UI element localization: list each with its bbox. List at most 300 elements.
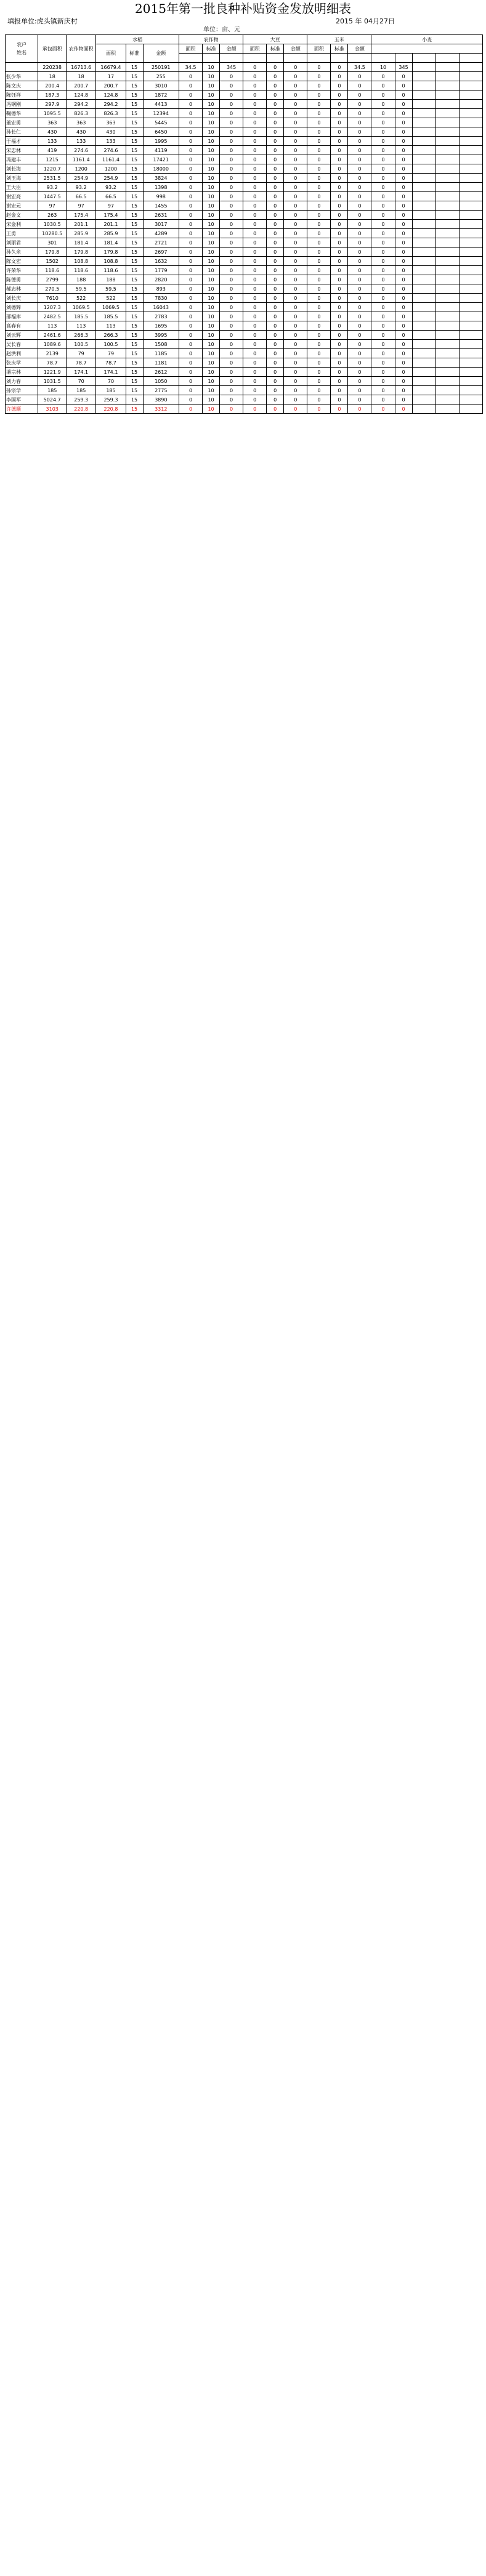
table-cell: 0 <box>395 201 412 211</box>
table-cell: 185.5 <box>67 312 96 321</box>
table-cell: 0 <box>284 248 307 257</box>
table-cell: 0 <box>243 395 267 405</box>
table-cell: 0 <box>371 294 395 303</box>
table-row <box>6 248 483 257</box>
table-cell: 0 <box>307 321 331 331</box>
table-cell: 0 <box>395 146 412 155</box>
table-cell: 10 <box>203 321 220 331</box>
table-cell <box>435 183 459 192</box>
table-cell: 0 <box>267 377 284 386</box>
table-cell: 0 <box>220 137 243 146</box>
table-cell: 0 <box>395 386 412 395</box>
table-cell: 0 <box>267 91 284 100</box>
table-cell: 0 <box>395 312 412 321</box>
table-cell: 0 <box>371 220 395 229</box>
table-cell: 0 <box>267 183 284 192</box>
table-cell: 15 <box>126 275 143 284</box>
table-cell: 0 <box>371 91 395 100</box>
table-cell: 0 <box>307 377 331 386</box>
table-cell: 18 <box>67 72 96 81</box>
table-cell: 1502 <box>38 257 67 266</box>
table-cell: 0 <box>395 118 412 127</box>
table-cell <box>459 395 482 405</box>
table-cell: 15 <box>126 211 143 220</box>
table-cell: 0 <box>284 312 307 321</box>
table-cell: 34.5 <box>179 63 202 72</box>
table-cell: 0 <box>331 201 348 211</box>
table-cell: 15 <box>126 395 143 405</box>
table-cell: 0 <box>307 183 331 192</box>
table-row <box>6 294 483 303</box>
table-cell <box>435 358 459 368</box>
table-cell: 1050 <box>143 377 179 386</box>
table-cell: 0 <box>243 174 267 183</box>
household-name-cell: 李国军 <box>6 395 38 405</box>
table-cell: 0 <box>267 174 284 183</box>
table-cell: 0 <box>243 81 267 91</box>
table-cell: 0 <box>395 100 412 109</box>
table-cell <box>459 321 482 331</box>
table-cell: 0 <box>348 118 371 127</box>
table-cell <box>435 248 459 257</box>
table-cell <box>435 164 459 174</box>
table-cell: 0 <box>220 201 243 211</box>
table-cell: 430 <box>96 127 126 137</box>
table-cell: 0 <box>179 395 202 405</box>
table-cell: 0 <box>331 81 348 91</box>
table-cell: 0 <box>267 192 284 201</box>
total-row <box>6 63 483 72</box>
table-cell: 1069.5 <box>96 303 126 312</box>
table-cell <box>412 284 435 294</box>
household-name-cell: 于福才 <box>6 137 38 146</box>
table-cell: 0 <box>371 183 395 192</box>
table-cell: 10 <box>203 395 220 405</box>
table-cell: 0 <box>284 100 307 109</box>
table-cell: 0 <box>348 137 371 146</box>
table-cell: 10 <box>371 63 395 72</box>
table-cell: 0 <box>348 164 371 174</box>
table-cell: 0 <box>220 220 243 229</box>
unit-label: 单位：亩、元 <box>203 26 240 33</box>
table-cell: 0 <box>179 349 202 358</box>
table-cell: 0 <box>220 174 243 183</box>
table-cell: 0 <box>331 368 348 377</box>
table-cell <box>459 349 482 358</box>
table-cell: 0 <box>307 164 331 174</box>
table-cell: 187.3 <box>38 91 67 100</box>
table-cell: 0 <box>395 127 412 137</box>
table-cell: 0 <box>395 284 412 294</box>
table-cell: 0 <box>331 248 348 257</box>
household-name-cell: 孙长仁 <box>6 127 38 137</box>
table-cell: 0 <box>395 192 412 201</box>
table-cell: 0 <box>348 238 371 248</box>
table-cell: 0 <box>307 248 331 257</box>
table-cell: 0 <box>395 174 412 183</box>
table-cell <box>412 220 435 229</box>
household-name-cell: 陈文庆 <box>6 81 38 91</box>
table-cell: 0 <box>284 211 307 220</box>
table-cell: 0 <box>284 137 307 146</box>
table-cell <box>459 386 482 395</box>
table-cell: 15 <box>126 377 143 386</box>
table-cell: 0 <box>371 331 395 340</box>
table-cell: 10 <box>203 81 220 91</box>
table-cell: 0 <box>331 257 348 266</box>
table-row <box>6 405 483 414</box>
crop-area-header: 农作物面积 <box>67 35 96 63</box>
table-cell <box>459 183 482 192</box>
table-cell <box>435 312 459 321</box>
table-row <box>6 368 483 377</box>
table-row <box>6 238 483 248</box>
table-row <box>6 229 483 238</box>
table-cell: 0 <box>284 81 307 91</box>
crop-subtotal-header: 农作物 <box>179 35 243 44</box>
table-cell: 79 <box>96 349 126 358</box>
table-cell: 0 <box>331 386 348 395</box>
table-cell: 0 <box>220 109 243 118</box>
table-cell: 0 <box>307 127 331 137</box>
table-cell: 0 <box>331 220 348 229</box>
table-cell: 10 <box>203 275 220 284</box>
table-cell: 0 <box>371 164 395 174</box>
table-cell: 0 <box>284 386 307 395</box>
table-cell: 200.7 <box>67 81 96 91</box>
table-cell: 0 <box>307 312 331 321</box>
table-cell <box>435 349 459 358</box>
table-row <box>6 146 483 155</box>
table-cell: 0 <box>307 284 331 294</box>
table-cell: 522 <box>67 294 96 303</box>
table-cell: 12394 <box>143 109 179 118</box>
table-cell <box>435 72 459 81</box>
table-cell: 3017 <box>143 220 179 229</box>
table-cell <box>459 238 482 248</box>
table-cell: 185.5 <box>96 312 126 321</box>
table-cell: 0 <box>243 368 267 377</box>
table-cell: 0 <box>267 201 284 211</box>
household-name-cell: 赵洪利 <box>6 349 38 358</box>
household-name-cell: 刘玉海 <box>6 174 38 183</box>
table-cell: 10 <box>203 248 220 257</box>
table-cell: 0 <box>243 201 267 211</box>
table-cell: 0 <box>371 109 395 118</box>
table-row <box>6 127 483 137</box>
table-cell: 430 <box>38 127 67 137</box>
table-cell: 10 <box>203 377 220 386</box>
table-cell: 201.1 <box>67 220 96 229</box>
table-cell: 175.4 <box>96 211 126 220</box>
table-cell: 0 <box>243 284 267 294</box>
table-cell <box>412 146 435 155</box>
table-cell <box>435 211 459 220</box>
table-cell <box>412 127 435 137</box>
table-cell <box>459 201 482 211</box>
table-cell: 15 <box>126 127 143 137</box>
household-name-cell: 陈钰祥 <box>6 91 38 100</box>
table-cell: 0 <box>307 368 331 377</box>
table-cell <box>412 72 435 81</box>
table-cell: 0 <box>307 349 331 358</box>
table-cell: 0 <box>179 81 202 91</box>
table-row <box>6 164 483 174</box>
table-cell: 15 <box>126 349 143 358</box>
table-cell: 0 <box>284 377 307 386</box>
table-cell: 0 <box>331 127 348 137</box>
table-cell: 826.3 <box>96 109 126 118</box>
table-cell: 0 <box>331 100 348 109</box>
table-row <box>6 266 483 275</box>
table-cell: 0 <box>179 192 202 201</box>
table-cell: 16713.6 <box>67 63 96 72</box>
table-cell <box>412 248 435 257</box>
table-cell: 1779 <box>143 266 179 275</box>
table-cell <box>459 358 482 368</box>
table-cell: 0 <box>307 201 331 211</box>
table-cell: 0 <box>371 275 395 284</box>
table-cell: 0 <box>371 340 395 349</box>
table-cell: 0 <box>371 192 395 201</box>
table-cell: 16043 <box>143 303 179 312</box>
table-cell <box>459 284 482 294</box>
table-cell: 0 <box>267 294 284 303</box>
table-cell <box>459 137 482 146</box>
table-cell <box>459 312 482 321</box>
table-cell: 0 <box>243 275 267 284</box>
table-cell: 0 <box>179 109 202 118</box>
table-cell: 0 <box>371 201 395 211</box>
table-cell: 0 <box>220 192 243 201</box>
table-cell: 1200 <box>96 164 126 174</box>
table-cell: 0 <box>220 266 243 275</box>
table-cell: 15 <box>126 72 143 81</box>
table-cell <box>435 257 459 266</box>
table-cell: 0 <box>220 183 243 192</box>
table-cell <box>435 100 459 109</box>
table-cell: 2775 <box>143 386 179 395</box>
table-cell <box>435 192 459 201</box>
household-name-cell: 张少华 <box>6 72 38 81</box>
table-cell: 0 <box>371 395 395 405</box>
wheat-header: 小麦 <box>371 35 483 44</box>
table-cell: 998 <box>143 192 179 201</box>
table-cell: 0 <box>243 127 267 137</box>
table-cell: 345 <box>220 63 243 72</box>
table-cell: 0 <box>348 377 371 386</box>
table-cell: 10 <box>203 312 220 321</box>
table-cell: 15 <box>126 201 143 211</box>
table-cell: 0 <box>284 257 307 266</box>
table-cell: 0 <box>395 164 412 174</box>
table-cell: 0 <box>284 91 307 100</box>
table-cell: 0 <box>267 275 284 284</box>
table-cell: 0 <box>348 257 371 266</box>
table-cell <box>459 340 482 349</box>
table-cell: 0 <box>348 192 371 201</box>
table-cell: 301 <box>38 238 67 248</box>
table-cell: 188 <box>96 275 126 284</box>
table-cell: 0 <box>284 109 307 118</box>
table-cell: 0 <box>395 72 412 81</box>
table-cell: 0 <box>395 368 412 377</box>
table-cell: 0 <box>331 377 348 386</box>
table-cell: 1508 <box>143 340 179 349</box>
table-cell <box>435 284 459 294</box>
table-cell: 0 <box>307 174 331 183</box>
table-cell: 250191 <box>143 63 179 72</box>
table-cell <box>412 331 435 340</box>
table-row <box>6 257 483 266</box>
table-cell: 0 <box>331 331 348 340</box>
table-cell: 0 <box>220 331 243 340</box>
table-cell <box>459 405 482 414</box>
table-cell: 113 <box>67 321 96 331</box>
table-cell: 0 <box>371 137 395 146</box>
table-cell: 15 <box>126 174 143 183</box>
table-cell <box>412 294 435 303</box>
table-cell: 363 <box>67 118 96 127</box>
table-cell: 15 <box>126 183 143 192</box>
table-cell <box>459 368 482 377</box>
table-cell: 10 <box>203 91 220 100</box>
table-cell: 133 <box>38 137 67 146</box>
table-cell: 0 <box>307 220 331 229</box>
table-cell: 0 <box>267 340 284 349</box>
table-row <box>6 91 483 100</box>
table-cell: 0 <box>243 137 267 146</box>
table-cell <box>459 294 482 303</box>
table-cell: 0 <box>371 321 395 331</box>
table-cell: 0 <box>179 211 202 220</box>
table-cell: 66.5 <box>96 192 126 201</box>
table-cell: 10 <box>203 72 220 81</box>
table-cell: 0 <box>284 220 307 229</box>
table-cell: 1200 <box>67 164 96 174</box>
table-cell: 0 <box>395 331 412 340</box>
table-cell: 0 <box>243 211 267 220</box>
table-cell: 0 <box>348 321 371 331</box>
table-cell: 3890 <box>143 395 179 405</box>
table-cell: 15 <box>126 321 143 331</box>
table-cell: 363 <box>38 118 67 127</box>
table-cell: 0 <box>371 211 395 220</box>
table-cell: 0 <box>331 340 348 349</box>
table-cell: 0 <box>331 312 348 321</box>
table-cell: 200.7 <box>96 81 126 91</box>
table-cell: 0 <box>179 183 202 192</box>
table-cell: 0 <box>395 137 412 146</box>
table-cell <box>412 81 435 91</box>
table-cell: 0 <box>220 257 243 266</box>
table-cell: 1447.5 <box>38 192 67 201</box>
table-cell: 10 <box>203 201 220 211</box>
household-name-cell: 陈文宏 <box>6 257 38 266</box>
table-cell: 0 <box>284 294 307 303</box>
table-cell <box>459 63 482 72</box>
table-cell: 97 <box>67 201 96 211</box>
table-cell: 0 <box>179 91 202 100</box>
table-cell: 3103 <box>38 405 67 414</box>
table-cell <box>459 192 482 201</box>
household-name-cell: 刘德辉 <box>6 303 38 312</box>
table-cell <box>459 81 482 91</box>
table-cell: 10 <box>203 174 220 183</box>
table-cell <box>412 174 435 183</box>
table-cell <box>459 155 482 164</box>
table-cell: 10280.5 <box>38 229 67 238</box>
table-cell: 0 <box>331 146 348 155</box>
household-name-cell: 许德顺 <box>6 405 38 414</box>
table-cell <box>459 91 482 100</box>
table-cell: 0 <box>395 257 412 266</box>
table-row <box>6 275 483 284</box>
table-cell: 0 <box>331 155 348 164</box>
table-cell: 0 <box>284 72 307 81</box>
table-cell: 0 <box>243 146 267 155</box>
table-cell: 270.5 <box>38 284 67 294</box>
table-cell: 93.2 <box>67 183 96 192</box>
table-cell: 0 <box>220 405 243 414</box>
table-cell: 2697 <box>143 248 179 257</box>
table-cell: 0 <box>267 211 284 220</box>
table-cell: 0 <box>267 127 284 137</box>
document-title: 2015年第一批良种补贴资金发放明细表 <box>135 1 351 16</box>
table-cell: 0 <box>267 368 284 377</box>
table-cell: 15 <box>126 63 143 72</box>
table-cell: 0 <box>331 211 348 220</box>
table-cell: 200.4 <box>38 81 67 91</box>
table-cell: 1398 <box>143 183 179 192</box>
contract-area-header: 承包面积 <box>38 35 67 63</box>
table-cell: 15 <box>126 100 143 109</box>
table-cell: 0 <box>179 220 202 229</box>
table-cell <box>412 155 435 164</box>
table-cell: 78.7 <box>67 358 96 368</box>
household-name-cell: 吴长春 <box>6 340 38 349</box>
table-cell: 0 <box>371 229 395 238</box>
table-cell: 0 <box>371 303 395 312</box>
table-cell: 0 <box>284 275 307 284</box>
table-cell: 0 <box>284 183 307 192</box>
table-cell: 0 <box>348 155 371 164</box>
table-cell: 220.8 <box>96 405 126 414</box>
household-name-cell: 冯钢刚 <box>6 100 38 109</box>
table-cell <box>412 238 435 248</box>
table-cell: 274.6 <box>67 146 96 155</box>
table-cell: 0 <box>179 294 202 303</box>
table-cell: 0 <box>220 377 243 386</box>
table-cell <box>435 294 459 303</box>
table-cell <box>435 275 459 284</box>
table-cell: 18 <box>38 72 67 81</box>
rice-header: 水稻 <box>96 35 179 44</box>
table-cell: 0 <box>331 72 348 81</box>
table-cell: 0 <box>331 294 348 303</box>
table-cell: 59.5 <box>67 284 96 294</box>
household-name-cell: 冯建丰 <box>6 155 38 164</box>
table-cell: 0 <box>267 386 284 395</box>
table-cell: 0 <box>179 164 202 174</box>
household-name-cell: 宋金利 <box>6 220 38 229</box>
table-cell: 826.3 <box>67 109 96 118</box>
table-cell: 1695 <box>143 321 179 331</box>
table-cell: 0 <box>284 164 307 174</box>
table-cell: 0 <box>243 248 267 257</box>
table-cell: 4413 <box>143 100 179 109</box>
table-cell: 0 <box>348 284 371 294</box>
